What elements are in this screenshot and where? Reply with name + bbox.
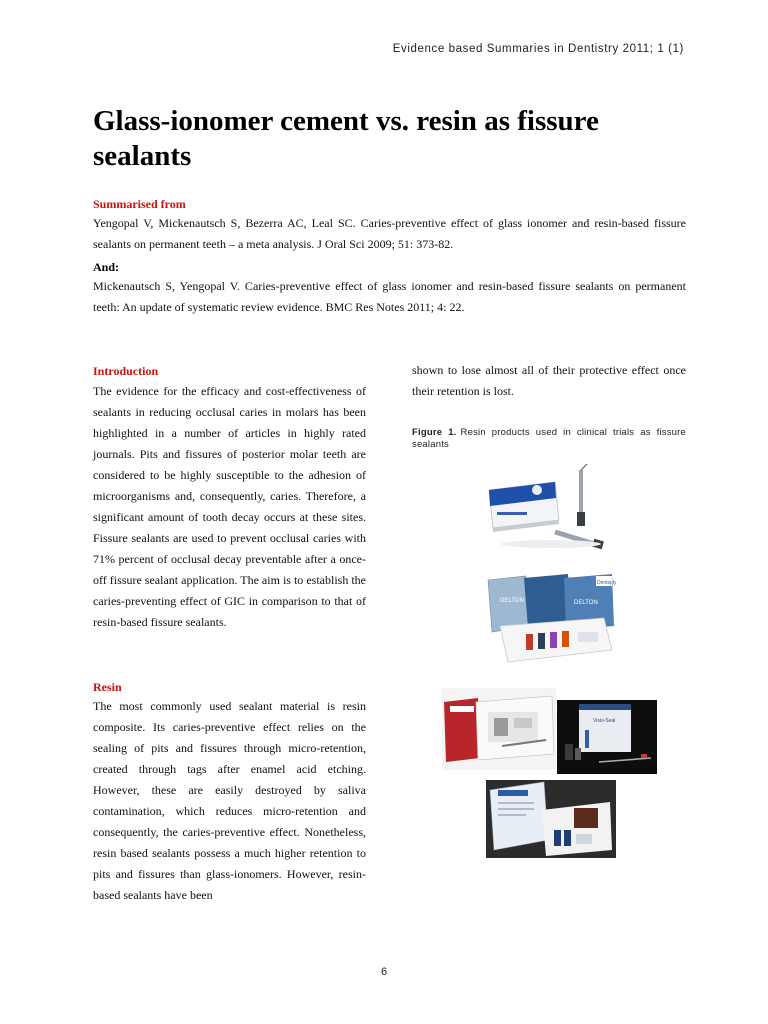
- delton-label-2: DELTON: [574, 600, 598, 606]
- resin-heading: Resin: [93, 680, 122, 694]
- product-photo-red-kit: [442, 688, 556, 770]
- figure-caption: [412, 427, 686, 451]
- summarised-from-heading: Summarised from: [93, 197, 186, 211]
- introduction-heading: Introduction: [93, 364, 159, 378]
- product-photo-syringe-kit: [485, 462, 617, 554]
- product-photo-open-kit: [486, 780, 616, 858]
- product-photo-delton-boxes: [486, 574, 616, 666]
- figure-label: Figure 1.: [412, 427, 457, 438]
- resin-text-continued: shown to lose almost all of their protective effect once their retention is lost.: [412, 363, 686, 398]
- and-label: And:: [93, 260, 120, 274]
- page-number: 6: [380, 966, 388, 978]
- product-photo-visio-seal: [557, 700, 657, 774]
- reference-2: Mickenautsch S, Yengopal V. Caries-preventive effect of glass ionomer and resin-based fissure sealants on permanent teeth: An update of systematic review evidence. BMC Res Notes 2011; 4: 22.: [93, 279, 686, 314]
- introduction-text: The evidence for the efficacy and cost-effectiveness of sealants in reducing occlusal caries in molars has been highlighted in a number of articles in highly rated journals. Pits and fissures of posterior molar teeth are considered to be highly susceptible to the adhesion of microorganisms and, consequently, caries. Therefore, a significant amount of tooth decay occurs at these sites. Fissure sealants are used to prevent occlusal caries with 71% percent of occlusal decay preventable after a once-off fissure sealant application. The aim is to establish the caries-preventing effect of GIC in comparison to that of resin-based fissure sealants.: [93, 384, 366, 629]
- journal-header: Evidence based Summaries in Dentistry 2011; 1 (1): [392, 43, 684, 55]
- visio-seal-label: Visio‑Seal: [593, 718, 616, 724]
- dentsply-logo: Dentsply: [597, 580, 616, 586]
- figure-caption-text: Resin products used in clinical trials as fissure sealants: [412, 427, 686, 450]
- reference-1: Yengopal V, Mickenautsch S, Bezerra AC, Leal SC. Caries-preventive effect of glass ionomer and resin-based fissure sealants on permanent teeth – a meta analysis. J Oral Sci 2009; 51: 373-82.: [93, 216, 686, 251]
- article-title: Glass-ionomer cement vs. resin as fissure sealants: [93, 105, 599, 172]
- resin-text: The most commonly used sealant material is resin composite. Its caries-preventive effect relies on the sealing of pits and fissures through micro-retention, created through tags after enamel acid etching. However, these are easily destroyed by saliva contamination, which reduces micro-retention and consequently, the caries-preventive effect. Nonetheless, resin based sealants possess a much higher retention to pits and fissures than glass-ionomers. However, resin-based sealants have been: [93, 699, 366, 902]
- delton-label-1: DELTON: [500, 598, 524, 604]
